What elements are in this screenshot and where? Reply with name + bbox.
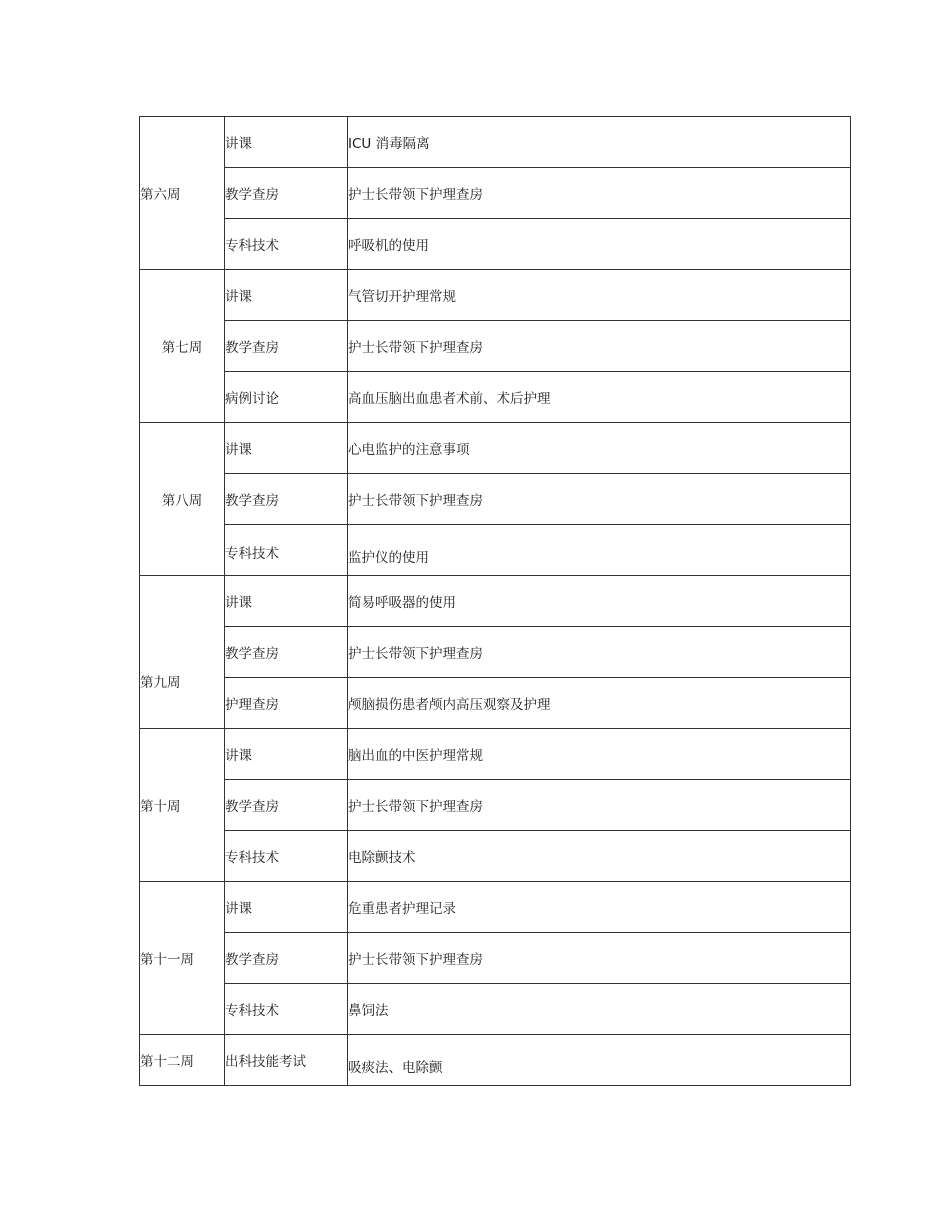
activity-content: 护士长带领下护理查房 [348, 780, 851, 831]
table-row [140, 168, 851, 219]
activity-type: 出科技能考试 [225, 1035, 348, 1086]
activity-content: 护士长带领下护理查房 [348, 321, 851, 372]
table-row [140, 576, 851, 627]
week-label: 第十一周 [140, 882, 225, 1035]
table-row [140, 423, 851, 474]
week-label: 第九周 [140, 576, 225, 729]
activity-type: 护理查房 [225, 678, 348, 729]
activity-content: 护士长带领下护理查房 [348, 933, 851, 984]
activity-content: 危重患者护理记录 [348, 882, 851, 933]
activity-type: 教学查房 [225, 168, 348, 219]
activity-type: 讲课 [225, 117, 348, 168]
activity-type: 专科技术 [225, 984, 348, 1035]
activity-type: 专科技术 [225, 219, 348, 270]
training-schedule-table [139, 116, 851, 1086]
table-row [140, 219, 851, 270]
table-row [140, 780, 851, 831]
table-row [140, 525, 851, 576]
week-label: 第八周 [140, 423, 225, 576]
activity-content: 简易呼吸器的使用 [348, 576, 851, 627]
activity-type: 教学查房 [225, 627, 348, 678]
activity-type: 讲课 [225, 270, 348, 321]
activity-type: 讲课 [225, 423, 348, 474]
activity-type: 讲课 [225, 729, 348, 780]
activity-content: 脑出血的中医护理常规 [348, 729, 851, 780]
table-row [140, 1035, 851, 1086]
activity-content: 护士长带领下护理查房 [348, 474, 851, 525]
table-row [140, 933, 851, 984]
activity-content: 呼吸机的使用 [348, 219, 851, 270]
table-row [140, 117, 851, 168]
table-row [140, 678, 851, 729]
table-row [140, 831, 851, 882]
table-row [140, 984, 851, 1035]
week-label: 第六周 [140, 117, 225, 270]
activity-type: 讲课 [225, 576, 348, 627]
table-row [140, 627, 851, 678]
activity-content: 吸痰法、电除颤 [348, 1035, 851, 1086]
activity-content: 护士长带领下护理查房 [348, 168, 851, 219]
activity-content: 电除颤技术 [348, 831, 851, 882]
activity-content: 心电监护的注意事项 [348, 423, 851, 474]
week-label: 第十周 [140, 729, 225, 882]
activity-type: 专科技术 [225, 831, 348, 882]
activity-content: 高血压脑出血患者术前、术后护理 [348, 372, 851, 423]
activity-content: 护士长带领下护理查房 [348, 627, 851, 678]
week-label: 第七周 [140, 270, 225, 423]
activity-content: 监护仪的使用 [348, 525, 851, 576]
activity-content: 鼻饲法 [348, 984, 851, 1035]
activity-type: 教学查房 [225, 474, 348, 525]
table-row [140, 474, 851, 525]
week-label: 第十二周 [140, 1035, 225, 1086]
table-row [140, 372, 851, 423]
table-row [140, 729, 851, 780]
activity-type: 教学查房 [225, 321, 348, 372]
table-row [140, 321, 851, 372]
activity-content: 颅脑损伤患者颅内高压观察及护理 [348, 678, 851, 729]
activity-type: 专科技术 [225, 525, 348, 576]
activity-content: 气管切开护理常规 [348, 270, 851, 321]
activity-type: 病例讨论 [225, 372, 348, 423]
table-row [140, 882, 851, 933]
table-row [140, 270, 851, 321]
activity-type: 讲课 [225, 882, 348, 933]
activity-type: 教学查房 [225, 780, 348, 831]
activity-content: ICU 消毒隔离 [348, 117, 851, 168]
activity-type: 教学查房 [225, 933, 348, 984]
